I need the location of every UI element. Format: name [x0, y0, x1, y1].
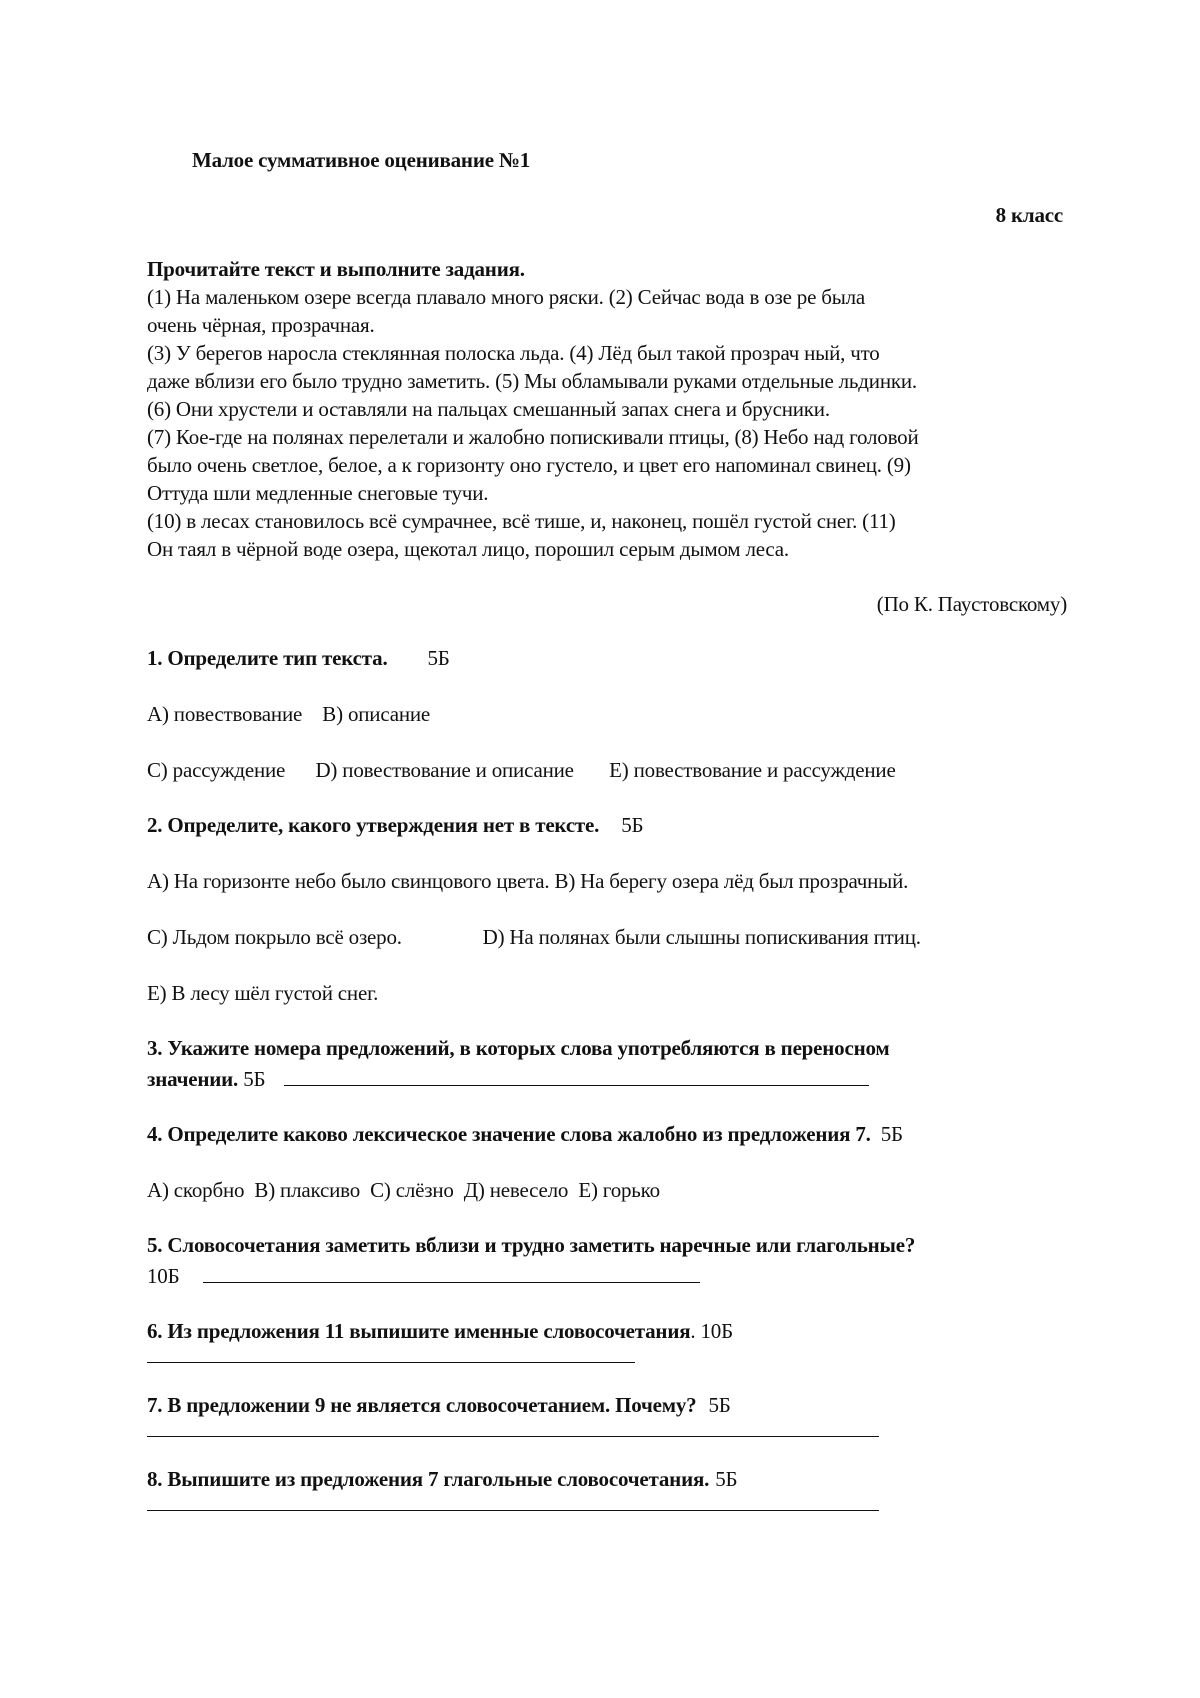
task-4-points: 5Б	[880, 1122, 903, 1146]
task-2-question	[147, 811, 1067, 840]
task-2-options-row-1: А) На горизонте небо было свинцового цвета. В) На берегу озера лёд был прозрачный.	[147, 869, 909, 893]
task-2	[147, 811, 1067, 1008]
task-8-question	[147, 1465, 1067, 1494]
task-5-question	[147, 1231, 1067, 1260]
task-2-options-row-2: С) Льдом покрыло всё озеро. D) На полянах были слышны попискивания птиц.	[147, 925, 921, 949]
task-3-text-line-2: значении.	[147, 1067, 239, 1091]
task-2-points: 5Б	[621, 813, 644, 837]
passage-line: очень чёрная, прозрачная.	[147, 313, 375, 337]
task-3	[147, 1034, 1067, 1094]
task-1-options-row-2: С) рассуждение D) повествование и описание Е) повествование и рассуждение	[147, 758, 896, 782]
task-3-text-line-1: 3. Укажите номера предложений, в которых слова употребляются в переносном	[147, 1036, 890, 1060]
task-1-points: 5Б	[427, 646, 450, 670]
task-5-answer-line[interactable]	[203, 1260, 700, 1283]
task-7	[147, 1391, 1067, 1437]
task-5-text: 5. Словосочетания заметить вблизи и трудно заметить наречные или глагольные?	[147, 1233, 916, 1257]
passage-line: (1) На маленьком озере всегда плавало много ряски. (2) Сейчас вода в озе ре была	[147, 285, 866, 309]
task-4-question	[147, 1120, 1067, 1149]
reading-passage	[147, 283, 1067, 563]
passage-line: (7) Кое-где на полянах перелетали и жалобно попискивали птицы, (8) Небо над головой	[147, 425, 919, 449]
passage-line: Оттуда шли медленные снеговые тучи.	[147, 481, 489, 505]
instructions: Прочитайте текст и выполните задания.	[147, 257, 525, 281]
task-7-answer-line[interactable]	[147, 1420, 879, 1437]
passage-line: Он таял в чёрной воде озера, щекотал лицо, порошил серым дымом леса.	[147, 537, 789, 561]
passage-source: (По К. Паустовскому)	[876, 592, 1067, 616]
task-1-text: 1. Определите тип текста.	[147, 646, 388, 670]
grade-label: 8 класс	[995, 203, 1063, 227]
passage-line: даже вблизи его было трудно заметить. (5) Мы обламывали руками отдельные льдинки.	[147, 369, 917, 393]
task-6-points: . 10Б	[690, 1319, 733, 1343]
task-7-points: 5Б	[708, 1393, 731, 1417]
task-4-options: А) скорбно В) плаксиво С) слёзно Д) невесело Е) горько	[147, 1178, 660, 1202]
task-3-points: 5Б	[243, 1067, 266, 1091]
task-3-answer-line[interactable]	[284, 1063, 869, 1086]
task-4	[147, 1120, 1067, 1205]
task-6-text: 6. Из предложения 11 выпишите именные словосочетания	[147, 1319, 691, 1343]
passage-line: было очень светлое, белое, а к горизонту оно густело, и цвет его напоминал свинец. (9)	[147, 453, 911, 477]
task-7-question	[147, 1391, 1067, 1420]
task-6-question	[147, 1317, 1067, 1346]
passage-line: (6) Они хрустели и оставляли на пальцах смешанный запах снега и брусники.	[147, 397, 830, 421]
task-3-question-continued	[147, 1063, 1067, 1094]
task-6-answer-line[interactable]	[147, 1346, 635, 1363]
task-5-points: 10Б	[147, 1264, 180, 1288]
passage-line: (10) в лесах становилось всё сумрачнее, всё тише, и, наконец, пошёл густой снег. (11)	[147, 509, 896, 533]
task-7-text: 7. В предложении 9 не является словосочетанием. Почему?	[147, 1393, 697, 1417]
document-title: Малое суммативное оценивание №1	[192, 148, 531, 172]
task-5	[147, 1231, 1067, 1291]
task-1-options-row-1: А) повествование В) описание	[147, 702, 431, 726]
task-8-points: 5Б	[715, 1467, 738, 1491]
task-8	[147, 1465, 1067, 1511]
task-5-answer-row	[147, 1260, 1067, 1291]
task-1	[147, 644, 1067, 785]
task-8-text: 8. Выпишите из предложения 7 глагольные словосочетания.	[147, 1467, 710, 1491]
task-6	[147, 1317, 1067, 1363]
task-2-text: 2. Определите, какого утверждения нет в тексте.	[147, 813, 600, 837]
task-3-question	[147, 1034, 1067, 1063]
document-body	[147, 255, 1067, 1511]
passage-line: (3) У берегов наросла стеклянная полоска льда. (4) Лёд был такой прозрач ный, что	[147, 341, 880, 365]
task-8-answer-line[interactable]	[147, 1494, 879, 1511]
task-1-question	[147, 644, 1067, 673]
task-4-text: 4. Определите каково лексическое значение слова жалобно из предложения 7.	[147, 1122, 871, 1146]
task-2-options-row-3: Е) В лесу шёл густой снег.	[147, 981, 379, 1005]
